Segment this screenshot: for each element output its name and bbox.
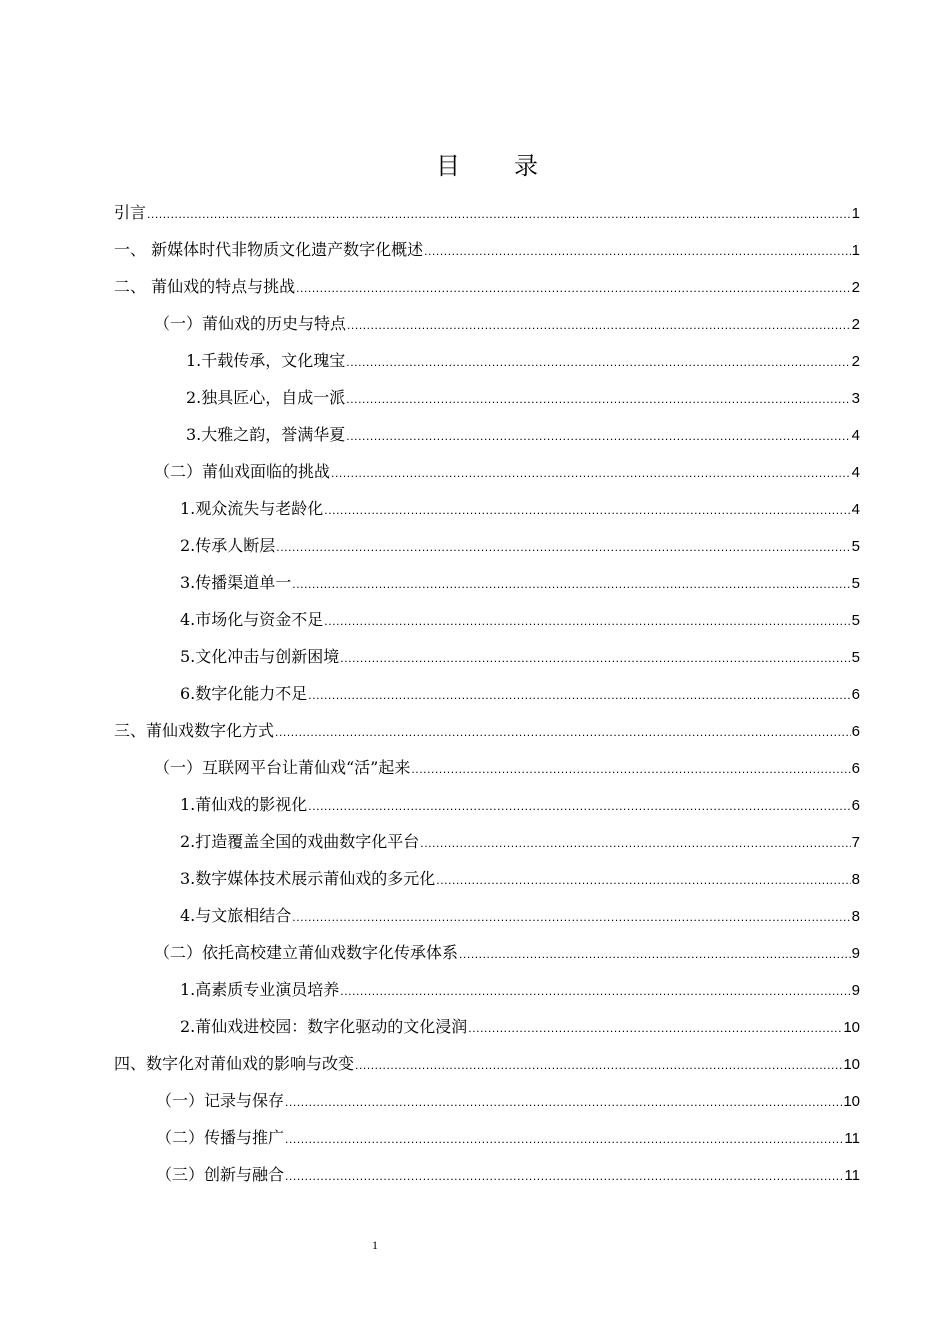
toc-entry-label: 5.文化冲击与创新困境 (180, 647, 340, 666)
toc-entry-subsection[interactable] (114, 346, 860, 383)
toc-leader-dots (331, 458, 851, 488)
toc-leader-dots (324, 606, 850, 636)
toc-page-number: 1 (851, 242, 860, 259)
toc-entry-label: 3.传播渠道单一 (180, 573, 292, 592)
toc-page-number: 4 (851, 501, 860, 518)
toc-entry-section[interactable] (114, 1123, 860, 1160)
toc-leader-dots (324, 495, 850, 525)
toc-leader-dots (346, 347, 850, 377)
toc-page-number: 2 (851, 353, 860, 370)
toc-entry-subsection[interactable] (114, 901, 860, 938)
toc-entry-label: 4.市场化与资金不足 (180, 610, 324, 629)
toc-page-number: 4 (851, 427, 860, 444)
toc-page-number: 11 (844, 1130, 860, 1147)
toc-entry-subsection[interactable] (114, 568, 860, 605)
toc-leader-dots (340, 643, 850, 673)
toc-page-number: 6 (851, 760, 860, 777)
toc-entry-section[interactable] (114, 753, 860, 790)
toc-entry-subsection[interactable] (114, 383, 860, 420)
toc-title (0, 146, 950, 181)
toc-entry-subsection[interactable] (114, 605, 860, 642)
toc-entry-label: 1.千载传承，文化瑰宝 (186, 351, 346, 370)
toc-page-number: 3 (851, 390, 860, 407)
toc-page-number: 5 (851, 575, 860, 592)
toc-entry-label: （一）记录与保存 (156, 1091, 285, 1110)
toc-leader-dots (285, 1087, 842, 1117)
toc-leader-dots (340, 976, 850, 1006)
toc-leader-dots (296, 273, 851, 303)
toc-entry-subsection[interactable] (114, 975, 860, 1012)
toc-entry-section[interactable] (114, 1160, 860, 1197)
toc-entry-chapter-2[interactable] (114, 272, 860, 309)
toc-entry-section[interactable] (114, 1086, 860, 1123)
toc-entry-label: 引言 (114, 203, 147, 222)
toc-entry-label: 3.数字媒体技术展示莆仙戏的多元化 (180, 869, 436, 888)
toc-leader-dots (355, 1050, 842, 1080)
toc-leader-dots (424, 236, 851, 266)
toc-page-number: 4 (851, 464, 860, 481)
toc-leader-dots (459, 939, 851, 969)
toc-page-number: 2 (851, 316, 860, 333)
toc-page-number: 8 (851, 871, 860, 888)
toc-entry-label: 2.传承人断层 (180, 536, 276, 555)
toc-entry-intro[interactable] (114, 198, 860, 235)
toc-entry-label: 2.莆仙戏进校园：数字化驱动的文化浸润 (180, 1017, 468, 1036)
toc-entry-subsection[interactable] (114, 420, 860, 457)
toc-entry-section[interactable] (114, 457, 860, 494)
toc-entry-label: 三、莆仙戏数字化方式 (114, 721, 275, 740)
page-footer-number: 1 (372, 1238, 378, 1252)
toc-page-number: 11 (844, 1167, 860, 1184)
toc-entry-label: 3.大雅之韵，誉满华夏 (186, 425, 346, 444)
toc-leader-dots (436, 865, 850, 895)
toc-entry-section[interactable] (114, 309, 860, 346)
toc-page-number: 9 (851, 945, 860, 962)
toc-entry-label: （二）依托高校建立莆仙戏数字化传承体系 (154, 943, 459, 962)
toc-leader-dots (292, 569, 850, 599)
toc-page-number: 6 (851, 723, 860, 740)
toc-entry-label: （二）传播与推广 (156, 1128, 285, 1147)
toc-entry-chapter-4[interactable] (114, 1049, 860, 1086)
toc-leader-dots (285, 1124, 843, 1154)
toc-page-number: 10 (843, 1056, 860, 1073)
toc-entry-subsection[interactable] (114, 790, 860, 827)
toc-page-number: 6 (851, 686, 860, 703)
toc-title-right: 录 (514, 152, 540, 180)
toc-entry-subsection[interactable] (114, 494, 860, 531)
toc-leader-dots (276, 532, 850, 562)
toc-leader-dots (308, 791, 850, 821)
toc-page-number: 9 (851, 982, 860, 999)
toc-page-number: 7 (851, 834, 860, 851)
toc-entry-label: 一、 新媒体时代非物质文化遗产数字化概述 (114, 240, 424, 259)
toc-entry-subsection[interactable] (114, 827, 860, 864)
toc-page-number: 5 (851, 612, 860, 629)
toc-leader-dots (275, 717, 851, 747)
toc-leader-dots (468, 1013, 842, 1043)
toc-page-number: 2 (851, 279, 860, 296)
toc-leader-dots (347, 310, 851, 340)
toc-entry-label: 2.独具匠心，自成一派 (186, 388, 346, 407)
toc-title-left: 目 (436, 152, 462, 180)
toc-leader-dots (411, 754, 850, 784)
toc-entry-label: （一）互联网平台让莆仙戏“活”起来 (154, 758, 411, 777)
toc-entry-label: 4.与文旅相结合 (180, 906, 292, 925)
toc-page-number: 10 (843, 1093, 860, 1110)
toc-page-number: 5 (851, 538, 860, 555)
toc-leader-dots (285, 1161, 843, 1191)
toc-entry-subsection[interactable] (114, 1012, 860, 1049)
toc-page-number: 10 (843, 1019, 860, 1036)
toc-page-number: 6 (851, 797, 860, 814)
toc-page-number: 8 (851, 908, 860, 925)
toc-leader-dots (147, 199, 851, 229)
toc-entry-chapter-3[interactable] (114, 716, 860, 753)
toc-entry-label: （一）莆仙戏的历史与特点 (154, 314, 347, 333)
toc-page-number: 5 (851, 649, 860, 666)
toc-entry-subsection[interactable] (114, 642, 860, 679)
toc-leader-dots (420, 828, 850, 858)
toc-entry-subsection[interactable] (114, 864, 860, 901)
toc-entry-label: 四、数字化对莆仙戏的影响与改变 (114, 1054, 355, 1073)
toc-leader-dots (346, 384, 850, 414)
toc-page-number: 1 (851, 205, 860, 222)
toc-entry-label: 1.莆仙戏的影视化 (180, 795, 308, 814)
toc-entry-chapter-1[interactable] (114, 235, 860, 272)
toc-leader-dots (346, 421, 850, 451)
toc-entry-label: 二、 莆仙戏的特点与挑战 (114, 277, 296, 296)
toc-entry-subsection[interactable] (114, 679, 860, 716)
toc-entry-label: 1.高素质专业演员培养 (180, 980, 340, 999)
toc-entry-section[interactable] (114, 938, 860, 975)
toc-leader-dots (308, 680, 850, 710)
toc-entry-label: （二）莆仙戏面临的挑战 (154, 462, 331, 481)
toc-entry-label: 2.打造覆盖全国的戏曲数字化平台 (180, 832, 420, 851)
toc-entry-label: （三）创新与融合 (156, 1165, 285, 1184)
toc-leader-dots (292, 902, 850, 932)
toc-entry-subsection[interactable] (114, 531, 860, 568)
toc-entry-label: 1.观众流失与老龄化 (180, 499, 324, 518)
table-of-contents (114, 198, 860, 1197)
toc-entry-label: 6.数字化能力不足 (180, 684, 308, 703)
